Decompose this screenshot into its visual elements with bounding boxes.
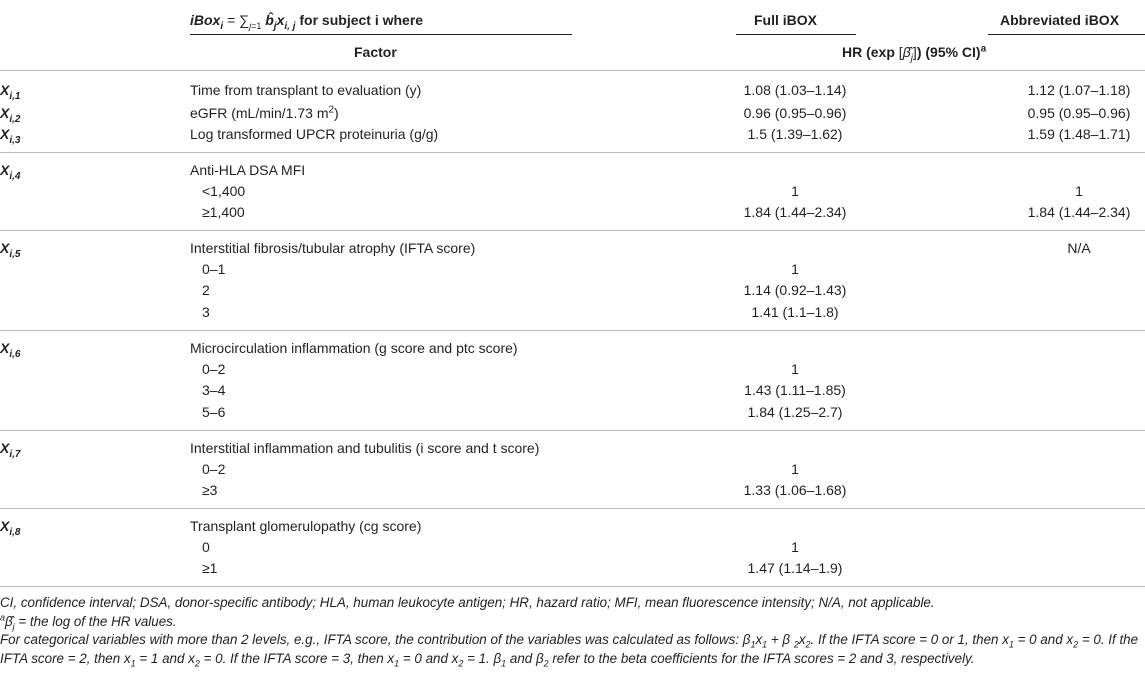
abbr-ibox-header: Abbreviated iBOX (1000, 12, 1120, 28)
variable-label: $X_{i,4}$ (0, 162, 21, 182)
full-value: 1 (791, 461, 799, 477)
level-label: <1,400 (202, 183, 246, 199)
factor-text: Transplant glomerulopathy (cg score) (190, 518, 422, 534)
variable-label: $X_{i,5}$ (0, 240, 21, 260)
level-label: ≥3 (202, 482, 218, 498)
level-label: 3 (202, 304, 210, 320)
full-underline (736, 34, 856, 35)
factor-header: Factor (354, 44, 397, 60)
factor-text: Time from transplant to evaluation (y) (190, 82, 422, 98)
abbr-value: N/A (1067, 240, 1091, 256)
hr-header: HR (exp $[\betâ_j]$) (95% CI)$^a$ (842, 43, 987, 64)
variable-label: $X_{i,7}$ (0, 440, 21, 460)
table-bottom-rule (0, 586, 1145, 587)
variable-label: $X_{i,8}$ (0, 518, 21, 538)
full-value: 0.96 (0.95–0.96) (743, 105, 847, 121)
full-value: 1.14 (0.92–1.43) (743, 282, 847, 298)
level-label: 0–2 (202, 361, 226, 377)
group-rule (0, 152, 1145, 153)
beta-note: $^a\betâ_j$ = the log of the HR values. (0, 612, 177, 632)
level-label: 0 (202, 539, 210, 555)
full-value: 1.5 (1.39–1.62) (747, 126, 843, 142)
full-value: 1 (791, 539, 799, 555)
abbreviation-note: CI, confidence interval; DSA, donor-specific antibody; HLA, human leukocyte antigen; HR, hazard ratio; MFI, mean fluorescence intensity; N/A, not applicable. (0, 595, 935, 610)
variable-label: $X_{i,1}$ (0, 82, 21, 102)
full-value: 1 (791, 183, 799, 199)
formula-header: iBox$_i$ = $\sum_{j=1}$ $b̂_jx_{i, j}$ for subject i where (190, 12, 424, 32)
table-footnotes (0, 594, 1140, 668)
group-rule (0, 230, 1145, 231)
abbr-value: 1.84 (1.44–2.34) (1027, 204, 1131, 220)
level-label: ≥1 (202, 560, 218, 576)
factor-text: eGFR (mL/min/1.73 $m^2$) (190, 104, 339, 121)
full-value: 1.41 (1.1–1.8) (751, 304, 839, 320)
full-value: 1 (791, 361, 799, 377)
level-label: 2 (202, 282, 210, 298)
variable-label: $X_{i,6}$ (0, 340, 21, 360)
abbr-underline (988, 34, 1145, 35)
level-label: 0–2 (202, 461, 226, 477)
factor-text: Interstitial fibrosis/tubular atrophy (IFTA score) (190, 240, 476, 256)
full-value: 1.08 (1.03–1.14) (743, 82, 847, 98)
full-value: 1.84 (1.44–2.34) (743, 204, 847, 220)
factor-text: Microcirculation inflammation (g score and ptc score) (190, 340, 518, 356)
full-value: 1 (791, 261, 799, 277)
level-label: 5–6 (202, 404, 226, 420)
group-rule (0, 508, 1145, 509)
full-value: 1.33 (1.06–1.68) (743, 482, 847, 498)
factor-text: Anti-HLA DSA MFI (190, 162, 306, 178)
group-rule (0, 430, 1145, 431)
factor-text: Interstitial inflammation and tubulitis (i score and t score) (190, 440, 540, 456)
variable-label: $X_{i,3}$ (0, 126, 21, 146)
abbr-value: 0.95 (0.95–0.96) (1027, 105, 1131, 121)
formula-underline (190, 34, 572, 35)
abbr-value: 1.59 (1.48–1.71) (1027, 126, 1131, 142)
abbr-value: 1.12 (1.07–1.18) (1027, 82, 1131, 98)
abbr-value: 1 (1075, 183, 1083, 199)
header-bottom-rule (0, 70, 1145, 71)
full-value: 1.84 (1.25–2.7) (747, 404, 843, 420)
full-ibox-header: Full iBOX (754, 12, 817, 28)
level-label: ≥1,400 (202, 204, 245, 220)
group-rule (0, 330, 1145, 331)
full-value: 1.43 (1.11–1.85) (744, 382, 846, 398)
categorical-note: For categorical variables with more than 2 levels, e.g., IFTA score, the contribution of the variables was calculated as follows: $\beta_1x_1 + \beta$ $_2x_2$. If the IFTA score = 0 or 1, then $x_1 = 0$ and $x_2 = 0$. If the IFTA score = 2, then $x_1 = 1$ and $x_2 = 0$. If the IFTA score = 3, then $x_1 = 0$ and $x_2 = 1$. $\beta_1$ and $\beta_2$ refer to the beta coefficients for the IFTA scores = 2 and 3, respectively. (0, 632, 1139, 669)
variable-label: $X_{i,2}$ (0, 105, 21, 125)
level-label: 0–1 (202, 261, 226, 277)
full-value: 1.47 (1.14–1.9) (747, 560, 843, 576)
level-label: 3–4 (202, 382, 226, 398)
factor-text: Log transformed UPCR proteinuria (g/g) (190, 126, 439, 142)
